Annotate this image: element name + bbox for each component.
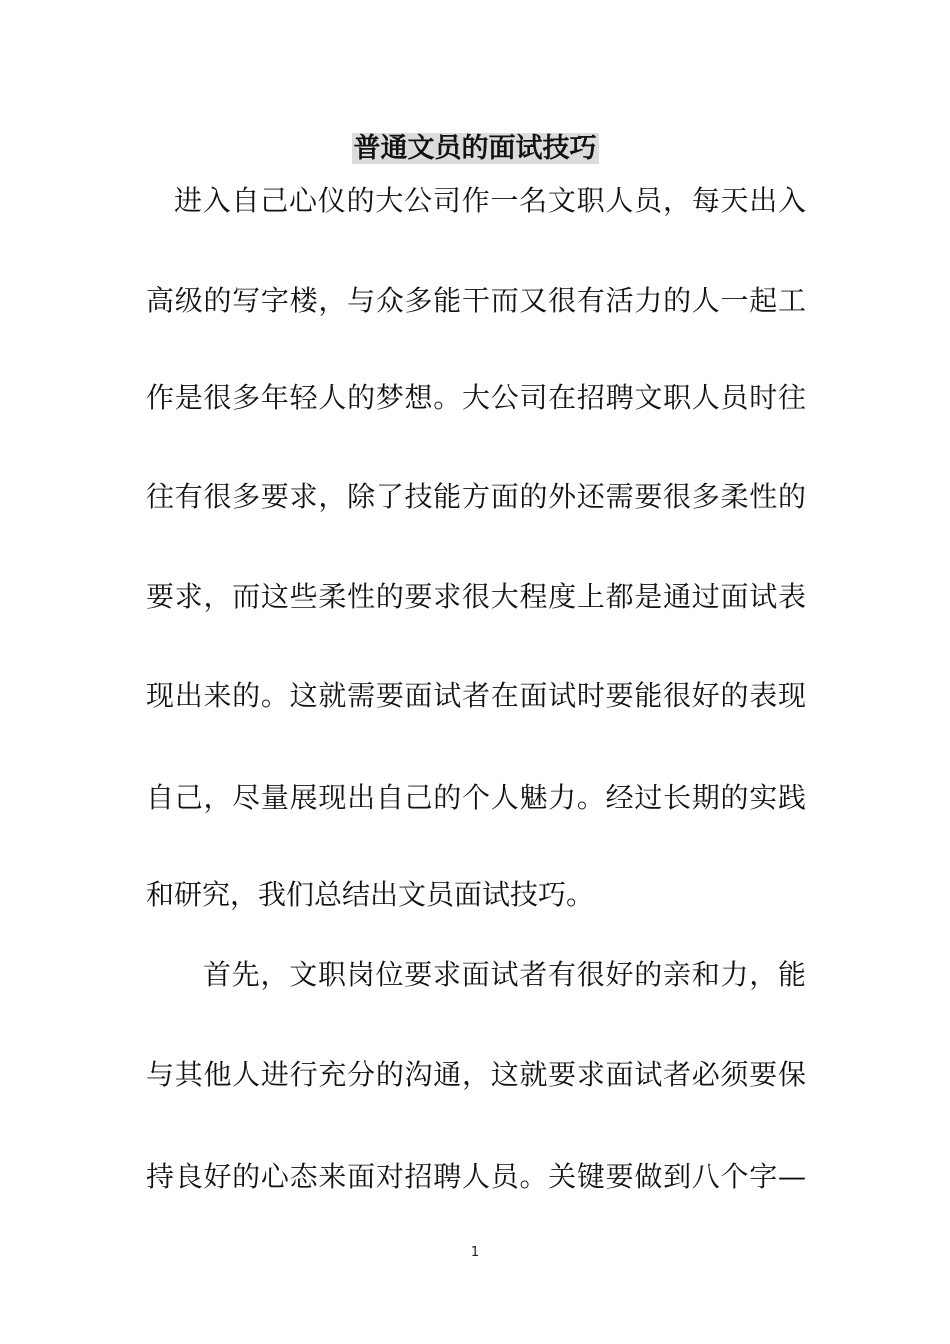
paragraph-line: 持良好的心态来面对招聘人员。关键要做到八个字— [146, 1160, 806, 1193]
paragraph-line: 作是很多年轻人的梦想。大公司在招聘文职人员时往 [146, 381, 806, 414]
paragraph-line: 与其他人进行充分的沟通，这就要求面试者必须要保 [146, 1058, 806, 1091]
paragraph-line: 自己，尽量展现出自己的个人魅力。经过长期的实践 [146, 781, 806, 814]
page-number: 1 [470, 1245, 480, 1260]
paragraph-line: 往有很多要求，除了技能方面的外还需要很多柔性的 [146, 480, 806, 513]
paragraph-line: 首先，文职岗位要求面试者有很好的亲和力，能 [203, 958, 806, 991]
paragraph-line: 要求，而这些柔性的要求很大程度上都是通过面试表 [146, 580, 806, 613]
document-title [0, 131, 950, 167]
paragraph-line: 和研究，我们总结出文员面试技巧。 [146, 878, 595, 911]
title-text: 普通文员的面试技巧 [353, 133, 597, 164]
paragraph-line: 现出来的。这就需要面试者在面试时要能很好的表现 [146, 679, 806, 712]
paragraph-line: 进入自己心仪的大公司作一名文职人员，每天出入 [174, 184, 806, 217]
paragraph-line: 高级的写字楼，与众多能干而又很有活力的人一起工 [146, 284, 806, 317]
